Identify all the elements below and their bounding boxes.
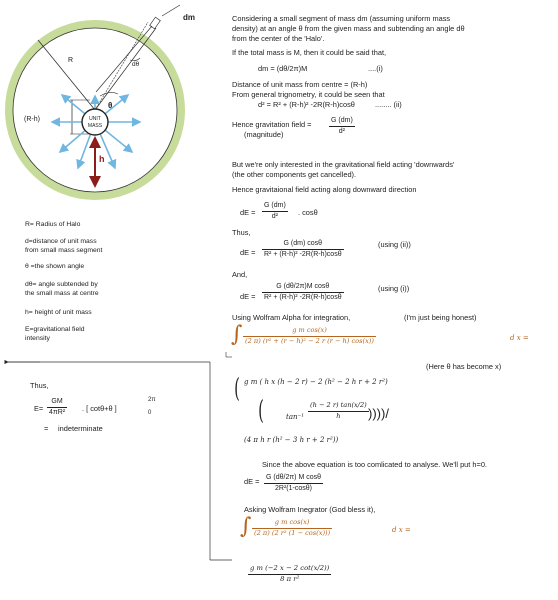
res-close: ))))/ (368, 406, 389, 421)
res-tan-num: (h − 2 r) tan(x/2) (308, 402, 369, 412)
eq-dE-1: dE = (240, 208, 256, 217)
conclusion-bracket: . [ cotθ+θ ] (82, 404, 117, 413)
unit-mass (82, 109, 108, 135)
res-paren-open: ( (234, 374, 240, 404)
frac-3-num: G (dm) cosθ (262, 240, 344, 250)
wa-frac-1-den: (2 π) (r² + (r − h)² − 2 r (r − h) cos(x)) (245, 336, 374, 345)
para-1b: density) at an angle θ from the given mass and subtending an angle dθ (232, 24, 465, 33)
integral-sign-2: ∫ (240, 514, 252, 539)
wa-frac-3-den: 8 π r² (280, 574, 300, 583)
wa-frac-1 (243, 327, 376, 345)
legend-distance-a: d=distance of unit mass (25, 238, 97, 245)
res-paren-inner: ( (258, 396, 264, 426)
eq-dE-3: dE = (240, 292, 256, 301)
eq-1-tag: ....(i) (368, 64, 383, 73)
para-9: Asking Wolfram Inegrator (God bless it), (244, 505, 376, 514)
label-Rh: (R-h) (24, 116, 40, 123)
wa-frac-2-num: g m cos(x) (252, 519, 332, 529)
para-4b: (magnitude) (244, 130, 284, 139)
frac-3-tag: (using (ii)) (378, 240, 411, 249)
legend-field-a: E=gravitational field (25, 326, 85, 333)
label-h: h (99, 154, 105, 164)
frac-2-tail: . cosθ (298, 208, 318, 217)
frac-1-num: G (dm) (329, 117, 355, 127)
label-dm: dm (183, 13, 195, 22)
frac-2-num: G (dm) (262, 202, 288, 212)
legend-dtheta-a: dθ= angle subtended by (25, 281, 98, 288)
eq-2-tag: ........ (ii) (375, 100, 402, 109)
para-3a: Distance of unit mass from centre = (R-h) (232, 80, 368, 89)
para-5b: (the other components get cancelled). (232, 170, 357, 179)
frac-2 (262, 202, 288, 221)
legend-dtheta-b: the small mass at centre (25, 290, 99, 297)
para-7-aside: (I'm just being honest) (404, 313, 477, 322)
para-4a: Hence gravitation field = (232, 120, 312, 129)
frac-1-den: d² (338, 128, 345, 136)
legend-field-b: intensity (25, 335, 50, 342)
wa-frac-1-num: g m cos(x) (243, 327, 376, 337)
para-1a: Considering a small segment of mass dm (assuming uniform mass (232, 14, 451, 23)
conclusion-result: indeterminate (58, 424, 103, 433)
wa-frac-2-den: (2 π) (2 r² (1 − cos(x))) (254, 528, 331, 537)
para-6: Hence gravitaional field acting along downward direction (232, 185, 417, 194)
thus-1: Thus, (232, 228, 251, 237)
frac-2-den: d² (271, 213, 278, 221)
legend-radius: R= Radius of Halo (25, 221, 81, 228)
eq-dE-4: dE = (244, 477, 260, 486)
legend-height: h= height of unit mass (25, 309, 92, 316)
eq-1: dm = (dθ/2π)M (258, 64, 308, 73)
conclusion-upper: 2π (148, 397, 156, 403)
wa-2-tail: d x = (392, 526, 411, 534)
frac-5-den: 2R²(1-cosθ) (275, 485, 312, 493)
eq-dE-2: dE = (240, 248, 256, 257)
para-2: If the total mass is M, then it could be said that, (232, 48, 387, 57)
conclusion-den: 4πR² (49, 409, 66, 417)
and: And, (232, 270, 248, 279)
label-theta: θ (108, 101, 113, 110)
frac-4-tag: (using (i)) (378, 284, 410, 293)
halo-diagram (0, 0, 210, 215)
wa-1-tail: d x = (510, 334, 529, 342)
frac-3 (262, 240, 344, 259)
conclusion-gm-frac (47, 398, 67, 417)
conclusion-eq: = (44, 424, 49, 433)
conclusion-thus: Thus, (30, 381, 49, 390)
res-line-1: g m ( h x (h − 2 r) − 2 (h² − 2 h r + 2 r²) (244, 378, 388, 386)
frac-3-den: R² + (R-h)² -2R(R-h)cosθ (264, 251, 342, 259)
para-5a: But we're only interested in the gravitational field acting 'downwards' (232, 160, 455, 169)
res-tan: tan⁻¹ (286, 413, 304, 421)
res-tan-frac (308, 402, 369, 420)
conclusion-lower: 0 (148, 410, 152, 416)
para-7: Using Wolfram Alpha for integration, (232, 313, 351, 322)
res-tan-den: h (336, 411, 341, 420)
para-1c: from the center of the 'Halo'. (232, 34, 325, 43)
wa-frac-3 (248, 565, 331, 584)
legend-distance-b: from small mass segment (25, 247, 103, 254)
legend-theta: θ =the shown angle (25, 263, 85, 270)
frac-1 (329, 117, 355, 136)
frac-4-den: R² + (R-h)² -2R(R-h)cosθ (264, 294, 342, 302)
frac-5 (264, 474, 323, 493)
wa-frac-3-num: g m (−2 x − 2 cot(x/2)) (248, 565, 331, 575)
wa-frac-2 (252, 519, 332, 537)
para-3b: From general trignometry, it could be seen that (232, 90, 385, 99)
frac-5-num: G (dθ/2π) M cosθ (264, 474, 323, 484)
label-unit-mass: UNIT (89, 116, 101, 122)
label-R: R (68, 57, 74, 64)
res-line-3: (4 π h r (h² − 3 h r + 2 r²)) (244, 436, 339, 444)
integral-sign-1: ∫ (231, 322, 243, 347)
conclusion-gm: GM (47, 398, 67, 408)
label-unit-mass-2: MASS (87, 123, 103, 129)
aside-2: (Here θ has become x) (426, 362, 502, 371)
para-8: Since the above equation is too comlicated to analyse. We'll put h=0. (262, 460, 487, 469)
frac-4-num: G (dθ/2π)M cosθ (262, 283, 344, 293)
label-dtheta: dθ (132, 61, 140, 68)
eq-2: d² = R² + (R-h)² -2R(R-h)cosθ (258, 100, 355, 109)
frac-4 (262, 283, 344, 302)
conclusion-e-label: E= (34, 404, 44, 413)
